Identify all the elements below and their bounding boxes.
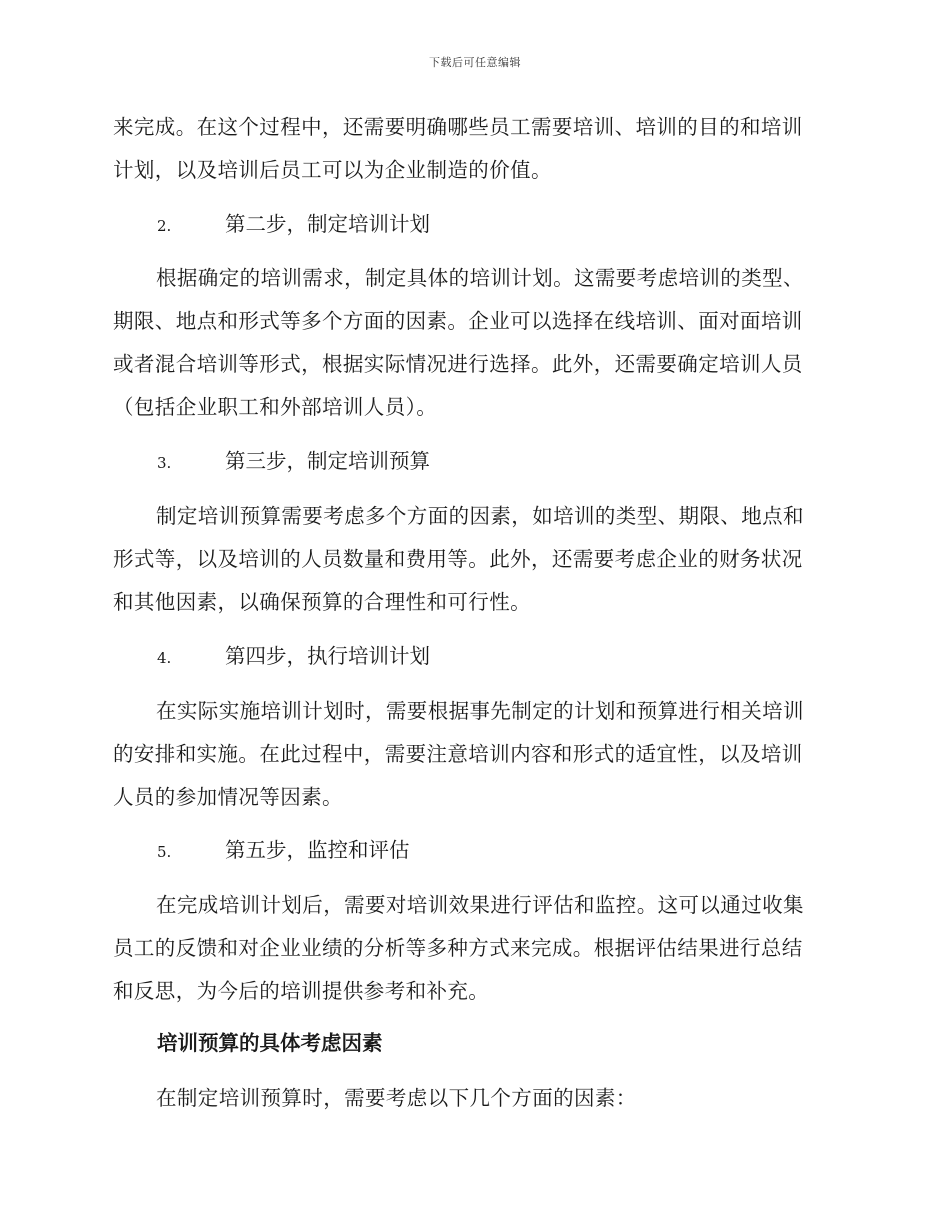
paragraph-line: 根据确定的培训需求，制定具体的培训计划。这需要考虑培训的类型、 — [156, 266, 804, 290]
paragraph-line: 的安排和实施。在此过程中，需要注意培训内容和形式的适宜性，以及培训 — [113, 742, 803, 766]
paragraph-line: 计划，以及培训后员工可以为企业制造的价值。 — [113, 158, 552, 182]
step-heading-5 — [157, 829, 410, 874]
paragraph-line: 或者混合培训等形式，根据实际情况进行选择。此外，还需要确定培训人员 — [113, 352, 803, 376]
step-number: 2. — [157, 217, 172, 235]
step-number: 3. — [157, 454, 172, 472]
paragraph-line: 和反思，为今后的培训提供参考和补充。 — [113, 979, 490, 1003]
paragraph-line: 员工的反馈和对企业业绩的分析等多种方式来完成。根据评估结果进行总结 — [113, 936, 803, 960]
intro-paragraph — [113, 106, 833, 192]
paragraph-line: 形式等，以及培训的人员数量和费用等。此外，还需要考虑企业的财务状况 — [113, 547, 803, 571]
section-heading: 培训预算的具体考虑因素 — [157, 1031, 383, 1055]
paragraph-line: 和其他因素，以确保预算的合理性和可行性。 — [113, 590, 531, 614]
step-3-paragraph — [113, 495, 833, 624]
section-paragraph — [113, 1077, 833, 1120]
step-title: 第五步，监控和评估 — [225, 838, 410, 862]
paragraph-line: 人员的参加情况等因素。 — [113, 785, 343, 809]
paragraph-line: （包括企业职工和外部培训人员）。 — [113, 395, 438, 419]
step-2-paragraph — [113, 257, 833, 429]
step-title: 第四步，执行培训计划 — [225, 644, 430, 668]
page-header: 下载后可任意编辑 — [429, 56, 521, 69]
paragraph-line: 在实际实施培训计划时，需要根据事先制定的计划和预算进行相关培训 — [156, 699, 804, 723]
paragraph-line: 制定培训预算需要考虑多个方面的因素，如培训的类型、期限、地点和 — [156, 504, 804, 528]
step-number: 5. — [157, 843, 172, 861]
paragraph-line: 在完成培训计划后，需要对培训效果进行评估和监控。这可以通过收集 — [156, 893, 804, 917]
step-heading-4 — [157, 635, 430, 680]
step-number: 4. — [157, 649, 172, 667]
step-heading-3 — [157, 440, 430, 485]
paragraph-line: 来完成。在这个过程中，还需要明确哪些员工需要培训、培训的目的和培训 — [113, 115, 803, 139]
step-title: 第二步，制定培训计划 — [225, 212, 430, 236]
step-heading-2 — [157, 203, 430, 248]
paragraph-line: 期限、地点和形式等多个方面的因素。企业可以选择在线培训、面对面培训 — [113, 309, 803, 333]
step-5-paragraph — [113, 884, 833, 1013]
step-title: 第三步，制定培训预算 — [225, 449, 430, 473]
paragraph-line: 在制定培训预算时，需要考虑以下几个方面的因素： — [156, 1086, 637, 1110]
step-4-paragraph — [113, 690, 833, 819]
